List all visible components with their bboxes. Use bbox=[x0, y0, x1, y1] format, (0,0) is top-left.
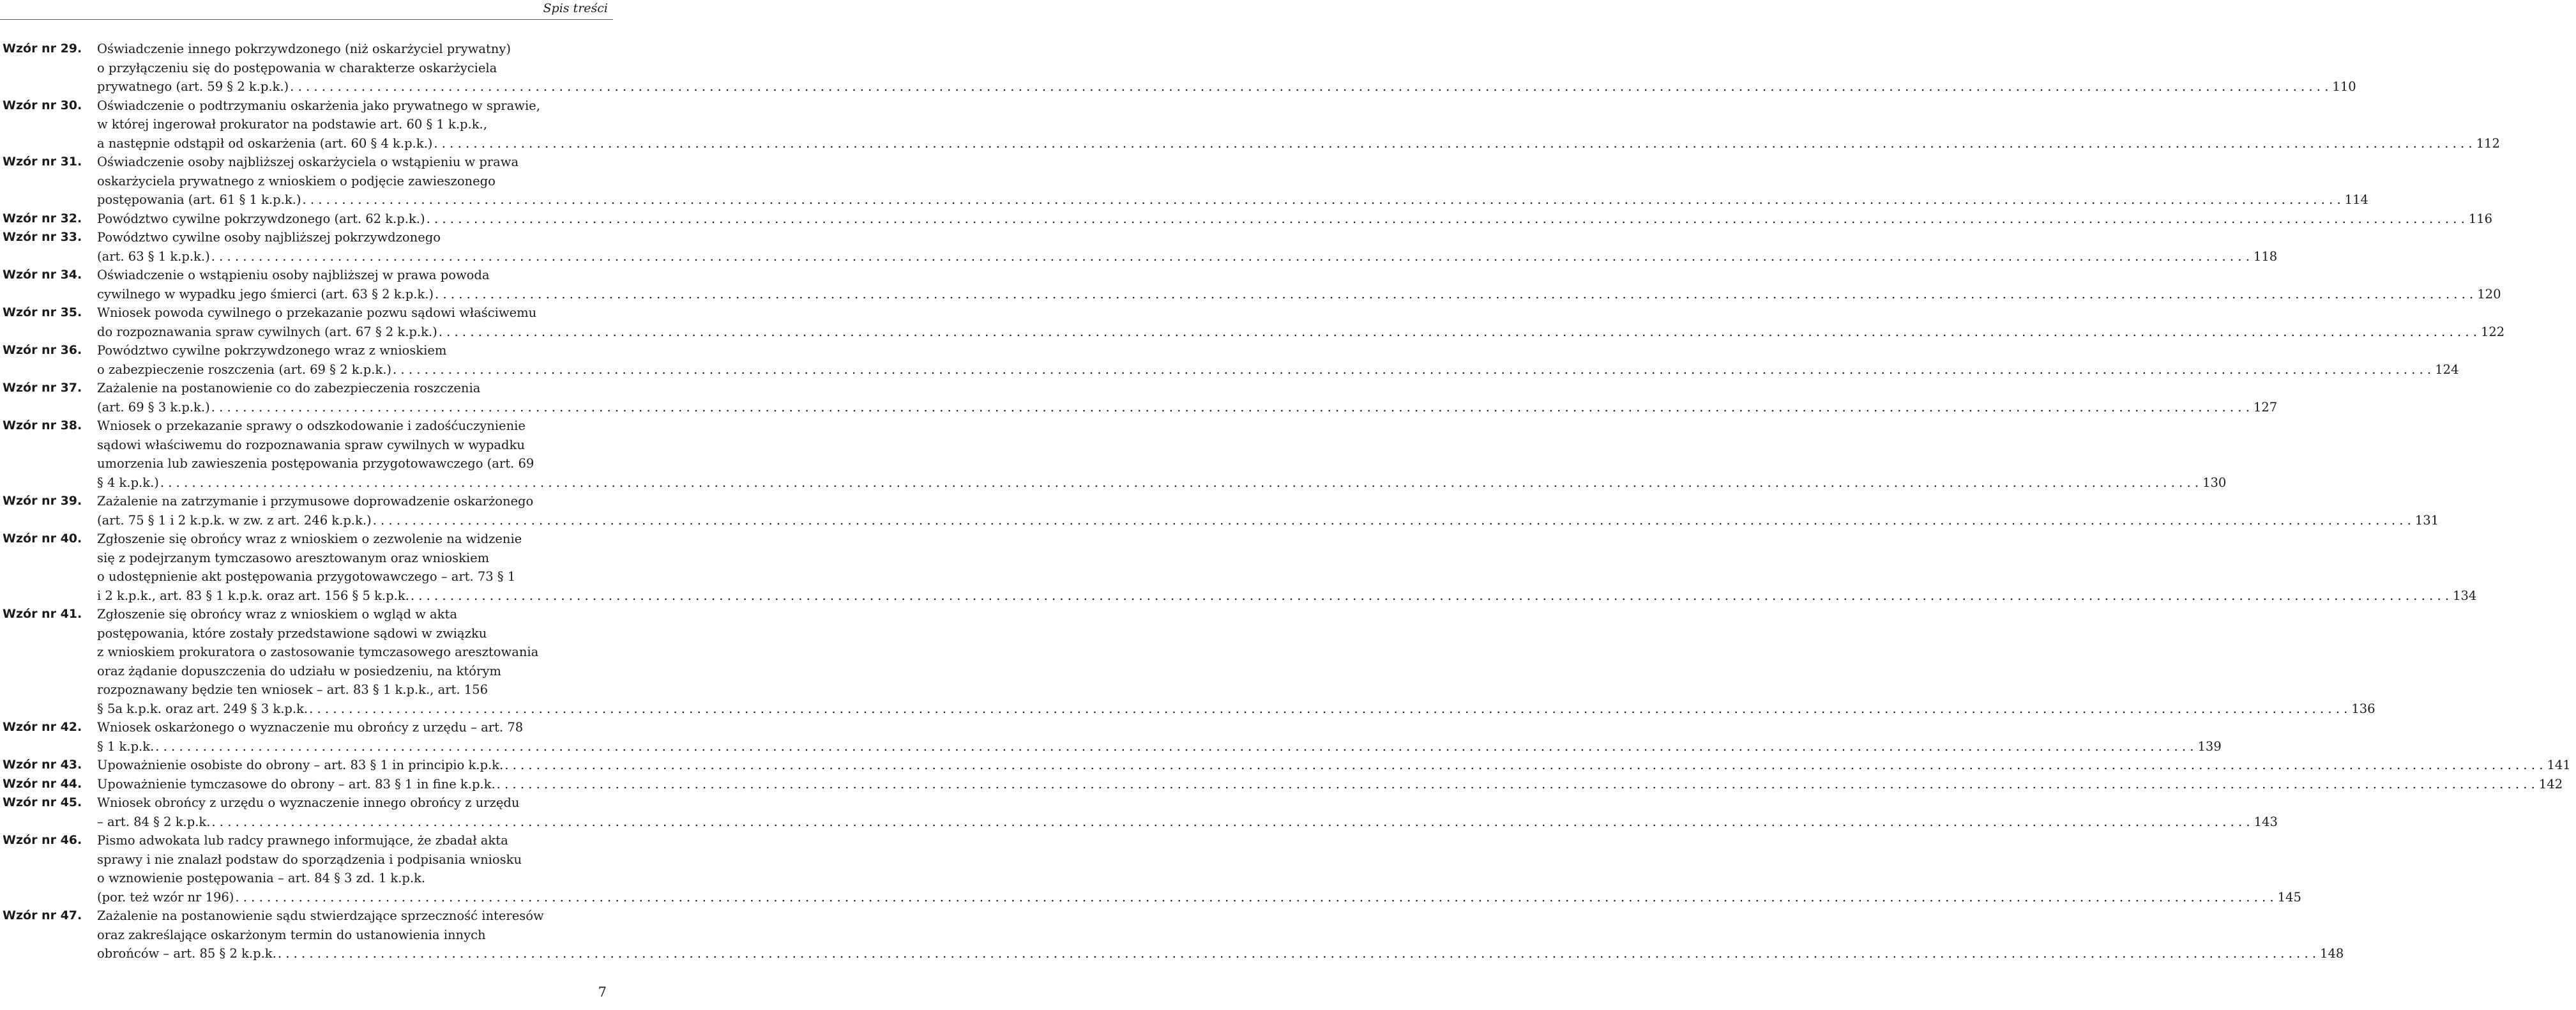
entry-title-last-line bbox=[97, 323, 2504, 342]
toc-entry[interactable] bbox=[0, 793, 2278, 831]
entry-title bbox=[97, 153, 2374, 210]
entry-title-last-line bbox=[97, 944, 2344, 963]
entry-title-line: Upoważnienie osobiste do obrony – art. 83 § 1 in principio k.p.k. bbox=[97, 758, 504, 772]
dot-leader bbox=[210, 398, 2251, 417]
entry-label: Wzór nr 43. bbox=[3, 758, 82, 772]
entry-title-line: w której ingerował prokurator na podstawie art. 60 § 1 k.p.k., bbox=[97, 117, 487, 132]
entry-title-line: obrońców – art. 85 § 2 k.p.k. bbox=[97, 946, 277, 961]
entry-title-line: Oświadczenie o podtrzymaniu oskarżenia jako prywatnego w sprawie, bbox=[97, 98, 540, 113]
dot-leader bbox=[234, 888, 2275, 907]
entry-title-last-line bbox=[97, 737, 2222, 756]
entry-title-last-line bbox=[97, 190, 2368, 210]
entry-label: Wzór nr 36. bbox=[3, 343, 82, 357]
dot-leader bbox=[154, 737, 2195, 756]
entry-title-line: Oświadczenie o wstąpieniu osoby najbliższej w prawa powoda bbox=[97, 268, 490, 282]
entry-page-number[interactable]: 112 bbox=[2476, 135, 2500, 151]
entry-label: Wzór nr 42. bbox=[3, 720, 82, 734]
entry-title-line: Wniosek o przekazanie sprawy o odszkodowanie i zadośćuczynienie bbox=[97, 418, 526, 433]
entry-title-line: oraz żądanie dopuszczenia do udziału w posiedzeniu, na którym bbox=[97, 663, 501, 678]
entry-title-line: Wniosek powoda cywilnego o przekazanie pozwu sądowi właściwemu bbox=[97, 305, 537, 320]
entry-title-line: Upoważnienie tymczasowe do obrony – art. 83 § 1 in fine k.p.k. bbox=[97, 776, 496, 792]
entry-title bbox=[97, 530, 2481, 605]
toc-entry[interactable] bbox=[0, 831, 2301, 907]
entry-title-line: o przyłączeniu się do postępowania w charakterze oskarżyciela bbox=[97, 60, 497, 75]
dot-leader bbox=[159, 473, 2200, 493]
entry-page-number[interactable]: 143 bbox=[2254, 814, 2278, 829]
dot-leader bbox=[308, 700, 2349, 719]
entry-title bbox=[97, 756, 2576, 775]
entry-title-line: Wniosek oskarżonego o wyznaczenie mu obrońcy z urzędu – art. 78 bbox=[97, 720, 524, 735]
entry-title-last-line bbox=[97, 888, 2301, 907]
entry-label: Wzór nr 35. bbox=[3, 305, 82, 319]
entry-title-last-line bbox=[97, 134, 2500, 153]
table-of-contents bbox=[0, 40, 2571, 963]
dot-leader bbox=[432, 134, 2473, 153]
entry-title-line: Powództwo cywilne pokrzywdzonego wraz z wnioskiem bbox=[97, 343, 447, 358]
entry-title-line: o udostępnienie akt postępowania przygotowawczego – art. 73 § 1 bbox=[97, 569, 516, 584]
toc-entry[interactable] bbox=[0, 530, 2477, 605]
entry-label: Wzór nr 47. bbox=[3, 908, 82, 922]
dot-leader bbox=[210, 813, 2251, 832]
dot-leader bbox=[210, 247, 2251, 266]
entry-label: Wzór nr 31. bbox=[3, 155, 82, 169]
dot-leader bbox=[503, 756, 2544, 775]
entry-page-number[interactable]: 110 bbox=[2332, 79, 2356, 94]
entry-title bbox=[97, 907, 2349, 963]
entry-label: Wzór nr 46. bbox=[3, 833, 82, 847]
entry-title bbox=[97, 40, 2361, 96]
entry-label: Wzór nr 34. bbox=[3, 268, 82, 282]
entry-title bbox=[97, 492, 2444, 530]
entry-title-line: postępowania, które zostały przedstawione sądowi w związku bbox=[97, 625, 487, 641]
entry-title-line: (art. 75 § 1 i 2 k.p.k. w zw. z art. 246 k.p.k.) bbox=[97, 512, 372, 528]
toc-entry[interactable] bbox=[0, 417, 2227, 492]
entry-title-line: postępowania (art. 61 § 1 k.p.k.) bbox=[97, 192, 301, 207]
dot-leader bbox=[301, 190, 2342, 210]
header-divider bbox=[0, 19, 613, 20]
entry-title-last-line bbox=[97, 586, 2476, 606]
entry-title-line: Powództwo cywilne pokrzywdzonego (art. 62 k.p.k.) bbox=[97, 211, 425, 226]
toc-entry[interactable] bbox=[0, 210, 2493, 229]
entry-page-number[interactable]: 145 bbox=[2277, 889, 2301, 905]
entry-page-number[interactable]: 136 bbox=[2351, 701, 2375, 716]
dot-leader bbox=[496, 775, 2536, 794]
entry-page-number[interactable]: 134 bbox=[2453, 588, 2477, 603]
entry-label: Wzór nr 41. bbox=[3, 607, 82, 621]
entry-title-line: oraz zakreślające oskarżonym termin do ustanowienia innych bbox=[97, 927, 486, 942]
entry-title-last-line bbox=[97, 285, 2501, 304]
entry-page-number[interactable]: 142 bbox=[2538, 776, 2563, 792]
entry-title-last-line bbox=[97, 756, 2571, 775]
entry-title bbox=[97, 417, 2231, 492]
entry-title bbox=[97, 831, 2307, 907]
entry-title-last-line bbox=[97, 210, 2492, 229]
entry-title-last-line bbox=[97, 700, 2375, 719]
dot-leader bbox=[391, 360, 2432, 379]
entry-page-number[interactable]: 122 bbox=[2480, 324, 2505, 339]
entry-label: Wzór nr 45. bbox=[3, 795, 82, 809]
entry-title-line: § 1 k.p.k. bbox=[97, 738, 155, 754]
entry-page-number[interactable]: 130 bbox=[2202, 475, 2227, 490]
entry-title-line: sprawy i nie znalazł podstaw do sporządzenia i podpisania wniosku bbox=[97, 852, 522, 867]
entry-title-line: Powództwo cywilne osoby najbliższej pokrzywdzonego bbox=[97, 230, 441, 245]
entry-label: Wzór nr 39. bbox=[3, 494, 82, 508]
dot-leader bbox=[425, 210, 2466, 229]
toc-entry[interactable] bbox=[0, 718, 2222, 756]
entry-title-line: i 2 k.p.k., art. 83 § 1 k.p.k. oraz art. 156 § 5 k.p.k. bbox=[97, 588, 409, 603]
entry-title-line: prywatnego (art. 59 § 2 k.p.k.) bbox=[97, 79, 289, 94]
entry-label: Wzór nr 40. bbox=[3, 532, 82, 546]
entry-title-line: Wniosek obrońcy z urzędu o wyznaczenie innego obrońcy z urzędu bbox=[97, 795, 520, 810]
entry-page-number[interactable]: 116 bbox=[2468, 211, 2493, 226]
entry-title-line: się z podejrzanym tymczasowo aresztowanym oraz wnioskiem bbox=[97, 550, 490, 565]
entry-title-line: § 4 k.p.k.) bbox=[97, 475, 159, 490]
entry-title bbox=[97, 379, 2282, 417]
entry-title-last-line bbox=[97, 77, 2356, 96]
entry-title-line: sądowi właściwemu do rozpoznawania spraw cywilnych w wypadku bbox=[97, 437, 525, 452]
toc-entry[interactable] bbox=[0, 775, 2563, 794]
dot-leader bbox=[409, 586, 2450, 606]
entry-label: Wzór nr 33. bbox=[3, 230, 82, 244]
entry-page-number[interactable]: 148 bbox=[2320, 946, 2344, 961]
entry-title bbox=[97, 96, 2505, 153]
entry-title-line: Zażalenie na postanowienie co do zabezpieczenia roszczenia bbox=[97, 381, 481, 395]
toc-entry[interactable] bbox=[0, 96, 2500, 153]
toc-entry[interactable] bbox=[0, 341, 2459, 379]
entry-title-line: o wznowienie postępowania – art. 84 § 3 zd. 1 k.p.k. bbox=[97, 871, 426, 885]
entry-title bbox=[97, 210, 2497, 229]
entry-title bbox=[97, 775, 2568, 794]
entry-page-number[interactable]: 139 bbox=[2197, 738, 2222, 754]
entry-page-number[interactable]: 120 bbox=[2477, 286, 2501, 302]
entry-title-line: (por. też wzór nr 196) bbox=[97, 889, 234, 905]
toc-entry[interactable] bbox=[0, 379, 2278, 417]
dot-leader bbox=[372, 511, 2413, 530]
entry-label: Wzór nr 29. bbox=[3, 42, 82, 56]
dot-leader bbox=[277, 944, 2317, 963]
entry-page-number[interactable]: 118 bbox=[2253, 249, 2278, 264]
entry-title-line: Zażalenie na postanowienie sądu stwierdzające sprzeczność interesów bbox=[97, 908, 544, 923]
entry-title-line: oskarżyciela prywatnego z wnioskiem o podjęcie zawieszonego bbox=[97, 173, 496, 188]
entry-title-last-line bbox=[97, 398, 2277, 417]
entry-title bbox=[97, 228, 2282, 266]
entry-title-line: do rozpoznawania spraw cywilnych (art. 67 § 2 k.p.k.) bbox=[97, 324, 437, 339]
entry-title-line: cywilnego w wypadku jego śmierci (art. 63 § 2 k.p.k.) bbox=[97, 286, 434, 302]
entry-title-last-line bbox=[97, 775, 2563, 794]
entry-title-line: z wnioskiem prokuratora o zastosowanie tymczasowego aresztowania bbox=[97, 645, 539, 659]
entry-label: Wzór nr 32. bbox=[3, 211, 82, 226]
entry-title-line: Pismo adwokata lub radcy prawnego informujące, że zbadał akta bbox=[97, 833, 508, 848]
entry-title-line: (art. 69 § 3 k.p.k.) bbox=[97, 399, 210, 415]
toc-entry[interactable] bbox=[0, 153, 2368, 210]
entry-title-last-line bbox=[97, 511, 2439, 530]
toc-entry[interactable] bbox=[0, 907, 2344, 963]
toc-entry[interactable] bbox=[0, 492, 2439, 530]
entry-label: Wzór nr 30. bbox=[3, 98, 82, 112]
entry-page-number[interactable]: 141 bbox=[2547, 758, 2571, 772]
entry-title-line: – art. 84 § 2 k.p.k. bbox=[97, 814, 211, 829]
dot-leader bbox=[434, 285, 2474, 304]
entry-label: Wzór nr 44. bbox=[3, 776, 82, 791]
entry-title-line: o zabezpieczenie roszczenia (art. 69 § 2 k.p.k.) bbox=[97, 362, 392, 377]
entry-title-line: a następnie odstąpił od oskarżenia (art. 60 § 4 k.p.k.) bbox=[97, 135, 433, 151]
entry-title bbox=[97, 793, 2283, 831]
entry-title-line: Oświadczenie innego pokrzywdzonego (niż oskarżyciel prywatny) bbox=[97, 42, 511, 56]
entry-title-line: Zgłoszenie się obrońcy wraz z wnioskiem o zezwolenie na widzenie bbox=[97, 532, 522, 546]
entry-title bbox=[97, 341, 2464, 379]
entry-title-line: Oświadczenie osoby najbliższej oskarżyciela o wstąpieniu w prawa bbox=[97, 155, 519, 169]
toc-entry[interactable] bbox=[0, 266, 2501, 303]
entry-title bbox=[97, 266, 2506, 303]
section-title: Spis treści bbox=[543, 1, 608, 15]
toc-entry[interactable] bbox=[0, 756, 2571, 775]
entry-title-line: umorzenia lub zawieszenia postępowania przygotowawczego (art. 69 bbox=[97, 456, 534, 471]
entry-title-line: (art. 63 § 1 k.p.k.) bbox=[97, 249, 210, 264]
toc-entry[interactable] bbox=[0, 228, 2278, 266]
toc-entry[interactable] bbox=[0, 303, 2505, 341]
entry-title-line: Zgłoszenie się obrońcy wraz z wnioskiem o wgląd w akta bbox=[97, 607, 457, 622]
entry-title-last-line bbox=[97, 247, 2277, 266]
entry-page-number[interactable]: 124 bbox=[2435, 362, 2459, 377]
entry-page-number[interactable]: 127 bbox=[2253, 399, 2278, 415]
entry-title bbox=[97, 303, 2510, 341]
toc-entry[interactable] bbox=[0, 40, 2356, 96]
entry-title-line: § 5a k.p.k. oraz art. 249 § 3 k.p.k. bbox=[97, 701, 308, 716]
entry-title-line: Zażalenie na zatrzymanie i przymusowe doprowadzenie oskarżonego bbox=[97, 494, 534, 509]
toc-entry[interactable] bbox=[0, 605, 2375, 718]
entry-label: Wzór nr 37. bbox=[3, 381, 82, 395]
entry-title-last-line bbox=[97, 360, 2459, 379]
entry-label: Wzór nr 38. bbox=[3, 418, 82, 432]
dot-leader bbox=[289, 77, 2330, 96]
entry-title-last-line bbox=[97, 473, 2226, 493]
page-number: 7 bbox=[598, 984, 607, 1000]
entry-title bbox=[97, 718, 2227, 756]
entry-title bbox=[97, 605, 2381, 718]
entry-title-last-line bbox=[97, 813, 2278, 832]
entry-page-number[interactable]: 131 bbox=[2414, 512, 2439, 528]
entry-title-line: rozpoznawany będzie ten wniosek – art. 83 § 1 k.p.k., art. 156 bbox=[97, 682, 488, 697]
dot-leader bbox=[437, 323, 2478, 342]
entry-page-number[interactable]: 114 bbox=[2344, 192, 2368, 207]
